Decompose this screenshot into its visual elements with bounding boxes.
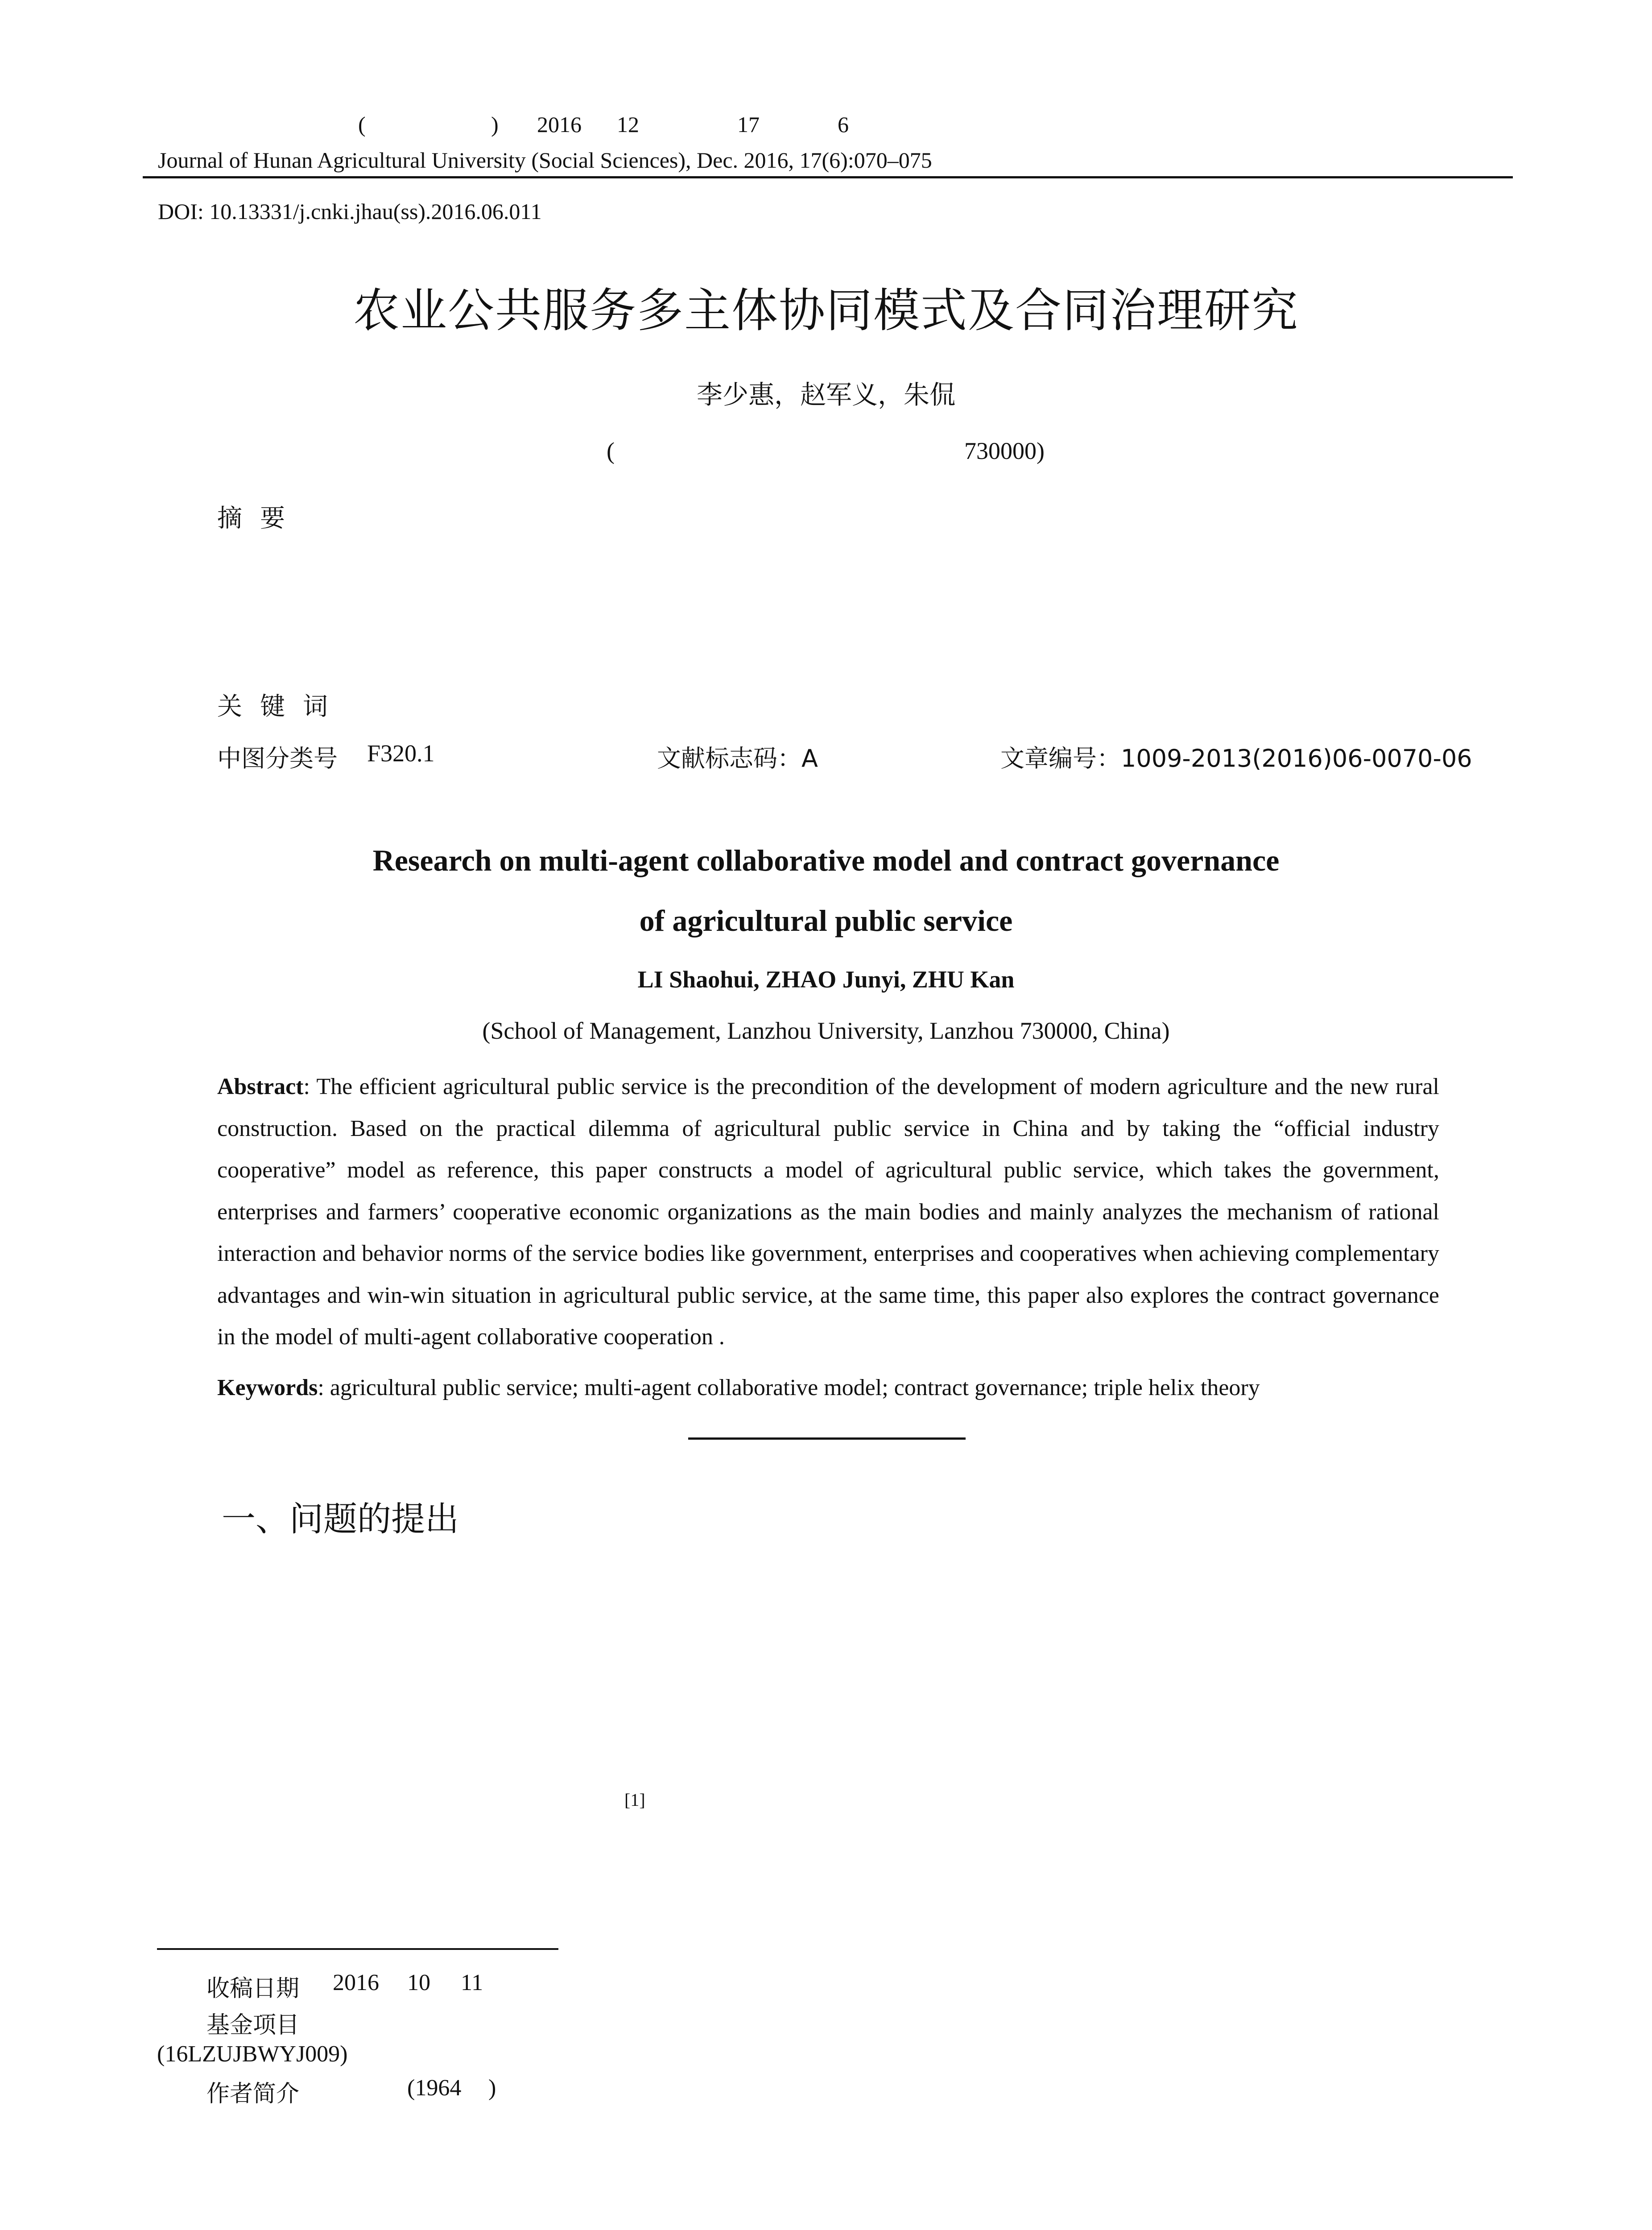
- section-separator: [688, 1437, 966, 1440]
- received-year: 2016: [333, 1970, 379, 1995]
- authors-cn: 李少惠，赵军义，朱侃: [696, 380, 955, 410]
- keywords-cn-label: 关键词: [217, 692, 346, 721]
- keywords-en-label: Keywords: [217, 1375, 318, 1400]
- title-cn: 农业公共服务多主体协同模式及合同治理研究: [353, 283, 1299, 338]
- article-number: 文章编号：1009-2013(2016)06-0070-06: [1000, 744, 1472, 772]
- received-label: 收稿日期: [206, 1975, 300, 2002]
- affiliation-cn-postcode: 730000): [964, 438, 1045, 464]
- abstract-cn-label: 摘要: [217, 504, 303, 533]
- doi: DOI: 10.13331/j.cnki.jhau(ss).2016.06.011: [158, 199, 542, 224]
- footnote-rule: [157, 1948, 558, 1950]
- keywords-en: [217, 1375, 1260, 1401]
- title-en-line2: of agricultural public service: [639, 904, 1013, 937]
- title-en-line1: Research on multi-agent collaborative model and contract governance: [372, 843, 1280, 877]
- header-paren-open: (: [358, 112, 366, 137]
- section-heading: 一、问题的提出: [222, 1499, 459, 1539]
- header-year: 2016: [537, 112, 582, 137]
- author-birth-close: ): [488, 2075, 496, 2101]
- header-issue: 6: [838, 112, 849, 137]
- doc-code: 文献标志码：A: [657, 744, 818, 772]
- journal-line: Journal of Hunan Agricultural University (Social Sciences), Dec. 2016, 17(6):070–075: [158, 148, 932, 173]
- abstract-en: [217, 1066, 1439, 1358]
- authors-en: LI Shaohui, ZHAO Junyi, ZHU Kan: [637, 966, 1015, 993]
- header-rule: [143, 176, 1513, 178]
- clc-label: 中图分类号: [217, 744, 338, 772]
- received-day: 11: [461, 1970, 483, 1995]
- header-paren-close: ): [491, 112, 499, 137]
- clc-value: F320.1: [367, 740, 435, 767]
- abstract-en-label: Abstract: [217, 1074, 304, 1099]
- author-birth: (1964: [407, 2075, 462, 2101]
- header-month: 12: [617, 112, 639, 137]
- abstract-en-text: : The efficient agricultural public service is the precondition of the development of modern agriculture and the new rural construction. Based on the practical dilemma of agricultural public service in China and by taking the “official industry cooperative” model as reference, this paper constructs a model of agricultural public service, which takes the government, enterprises and farmers’ cooperative economic organizations as the main bodies and mainly analyzes the mechanism of rational interaction and behavior norms of the service bodies like government, enterprises and cooperatives when achieving complementary advantages and win-win situation in agricultural public service, at the same time, this paper also explores the contract governance in the model of multi-agent collaborative cooperation .: [217, 1074, 1439, 1350]
- author-label: 作者简介: [206, 2081, 300, 2107]
- affiliation-cn-paren: (: [607, 438, 615, 464]
- received-month: 10: [407, 1970, 430, 1995]
- keywords-en-text: : agricultural public service; multi-agent collaborative model; contract governance; triple helix theory: [318, 1375, 1260, 1400]
- citation-marker: [1]: [624, 1790, 645, 1810]
- header-volume: 17: [737, 112, 760, 137]
- fund-code: (16LZUJBWYJ009): [157, 2041, 348, 2067]
- affiliation-en: (School of Management, Lanzhou University, Lanzhou 730000, China): [482, 1017, 1170, 1044]
- fund-label: 基金项目: [206, 2012, 300, 2039]
